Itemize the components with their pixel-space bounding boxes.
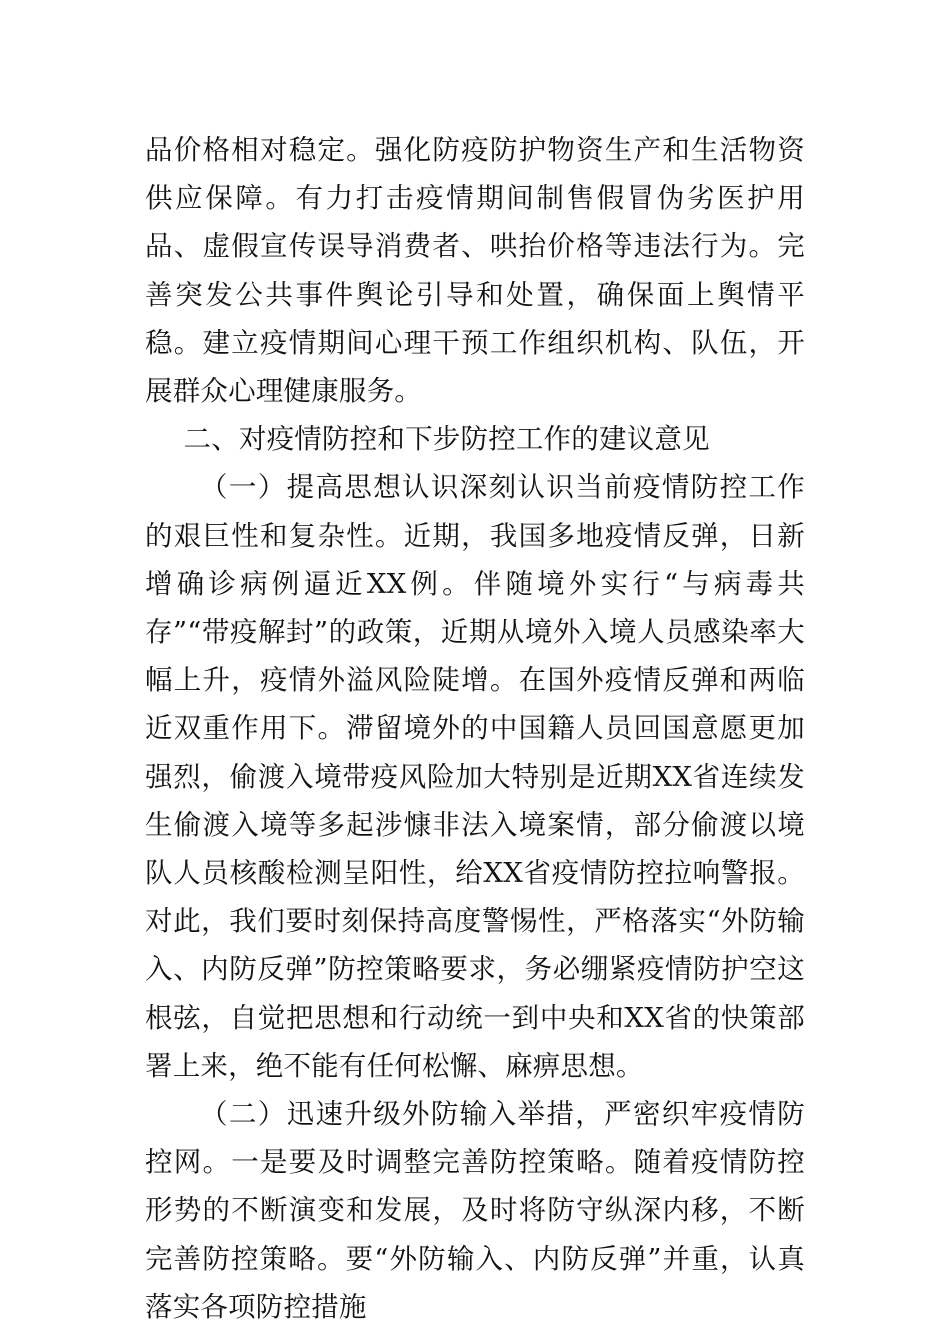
paragraph-subsection-2: （二）迅速升级外防输入举措，严密织牢疫情防控网。一是要及时调整完善防控策略。随着疫情防控形势的不断演变和发展，及时将防守纵深内移，不断完善防控策略。要“外防输入、内防反弹”并重，认真落实各项防控措施: [145, 1098, 805, 1323]
paragraph-continued: 品价格相对稳定。强化防疫防护物资生产和生活物资供应保障。有力打击疫情期间制售假冒伪劣医护用品、虚假宣传误导消费者、哄抬价格等违法行为。完善突发公共事件舆论引导和处置，确保面上舆情平稳。建立疫情期间心理干预工作组织机构、队伍，开展群众心理健康服务。: [145, 134, 805, 408]
paragraph-subsection-1: （一）提高思想认识深刻认识当前疫情防控工作的艰巨性和复杂性。近期，我国多地疫情反弹，日新增确诊病例逼近XX例。伴随境外实行“与病毒共存”“带疫解封”的政策，近期从境外入境人员感染率大幅上升，疫情外溢风险陡增。在国外疫情反弹和两临近双重作用下。滞留境外的中国籍人员回国意愿更加强烈，偷渡入境带疫风险加大特别是近期XX省连续发生偷渡入境等多起涉慷非法入境案情，部分偷渡以境队人员核酸检测呈阳性，给XX省疫情防控拉响警报。对此，我们要时刻保持高度警惕性，严格落实“外防输入、内防反弹”防控策略要求，务必绷紧疫情防护空这根弦，自觉把思想和行动统一到中央和XX省的快策部署上来，绝不能有任何松懈、麻痹思想。: [145, 471, 805, 1082]
section-heading: 二、对疫情防控和下步防控工作的建议意见: [183, 423, 710, 456]
document-page: [145, 126, 805, 1331]
